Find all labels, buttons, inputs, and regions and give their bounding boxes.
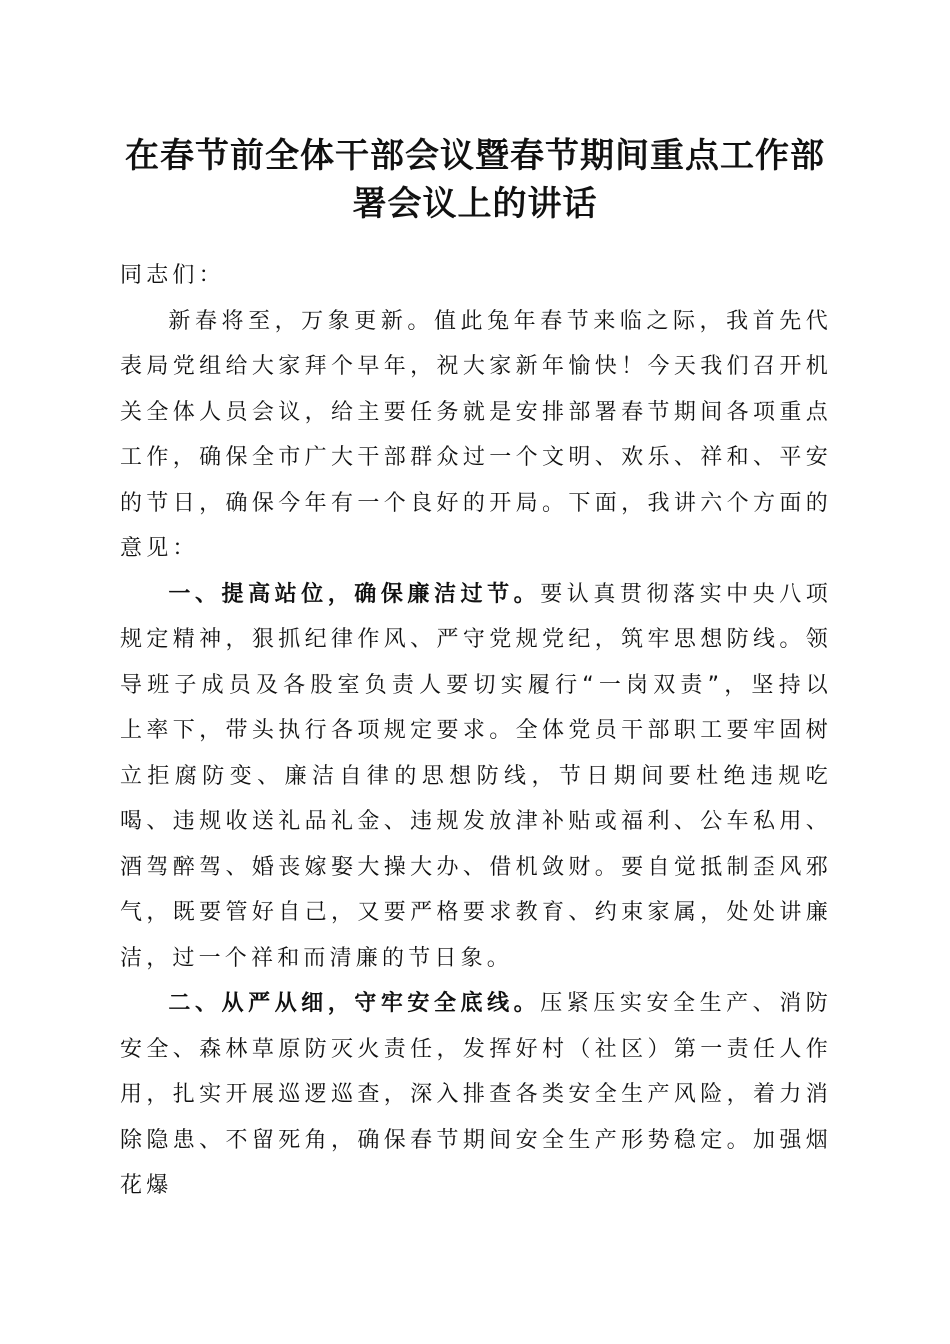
section-2-text: 压紧压实安全生产、消防安全、森林草原防灭火责任，发挥好村（社区）第一责任人作用，扎实开展巡逻巡查，深入排查各类安全生产风险，着力消除隐患、不留死角，确保春节期间安全生产形势稳定。加强烟花爆	[120, 991, 833, 1198]
document-body	[120, 253, 832, 1209]
section-1-text: 要认真贯彻落实中央八项规定精神，狠抓纪律作风、严守党规党纪，筑牢思想防线。领导班子成员及各股室负责人要切实履行“一岗双责”，坚持以上率下，带头执行各项规定要求。全体党员干部职工要牢固树立拒腐防变、廉洁自律的思想防线，节日期间要杜绝违规吃喝、违规收送礼品礼金、违规发放津补贴或福利、公车私用、酒驾醉驾、婚丧嫁娶大操大办、借机敛财。要自觉抵制歪风邪气，既要管好自己，又要严格要求教育、约束家属，处处讲廉洁，过一个祥和而清廉的节日象。	[120, 581, 833, 971]
section-1-heading: 一、提高站位，确保廉洁过节。	[168, 581, 541, 607]
section-2-heading: 二、从严从细，守牢安全底线。	[168, 991, 541, 1016]
section-1-paragraph	[120, 572, 832, 982]
intro-paragraph: 新春将至，万象更新。值此兔年春节来临之际，我首先代表局党组给大家拜个早年，祝大家新年愉快！今天我们召开机关全体人员会议，给主要任务就是安排部署春节期间各项重点工作，确保全市广大干部群众过一个文明、欢乐、祥和、平安的节日，确保今年有一个良好的开局。下面，我讲六个方面的意见：	[120, 308, 832, 561]
salutation: 同志们：	[120, 263, 225, 288]
document-title: 在春节前全体干部会议暨春节期间重点工作部署会议上的讲话	[125, 136, 825, 224]
section-2-paragraph	[120, 981, 832, 1209]
